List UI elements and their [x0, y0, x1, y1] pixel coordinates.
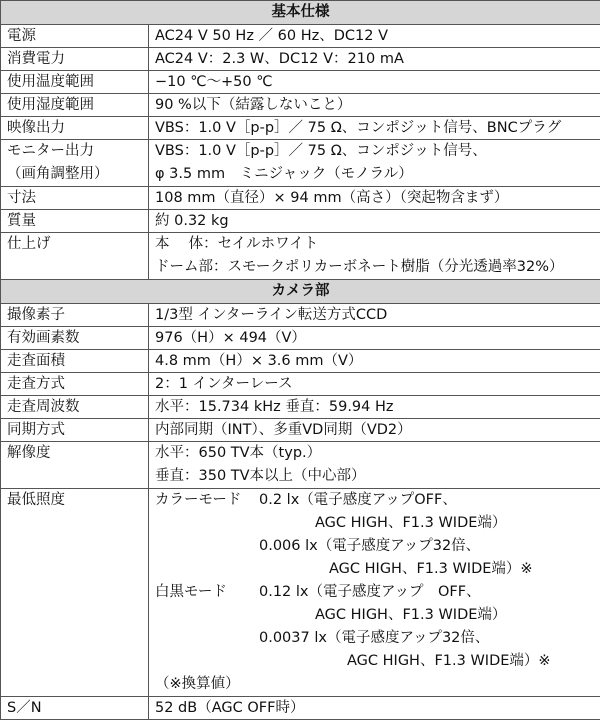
row-value: −10 ℃〜+50 ℃: [149, 71, 600, 94]
row-label: 有効画素数: [1, 327, 149, 350]
table-row: [1, 48, 600, 71]
row-value: 108 mm（直径）× 94 mm（高さ）（突起物含まず）: [149, 187, 600, 210]
section-title: カメラ部: [1, 280, 600, 304]
table-row: [1, 210, 600, 233]
row-value: [149, 140, 600, 187]
illum-color-line-1: [155, 489, 600, 512]
row-label: 電源: [1, 25, 149, 48]
finish-value-2: ドーム部：スモークポリカーボネート樹脂（分光透過率32%）: [155, 259, 564, 275]
monitor-value-2: φ 3.5 mm ミニジャック（モノラル）: [155, 166, 413, 182]
row-label: S／N: [1, 697, 149, 720]
bw-value-2b: AGC HIGH、F1.3 WIDE端）※: [347, 653, 551, 669]
monitor-label-2: （画角調整用）: [7, 166, 109, 182]
table-row: [1, 25, 600, 48]
illum-color-line-3: [155, 535, 600, 558]
table-row-illumination: [1, 489, 600, 697]
resolution-value-2: 垂直：350 TV本以上（中心部）: [155, 468, 366, 484]
row-value: 976（H）× 494（V）: [149, 327, 600, 350]
row-value: 水平：15.734 kHz 垂直：59.94 Hz: [149, 396, 600, 419]
row-label: 走査周波数: [1, 396, 149, 419]
table-row: [1, 327, 600, 350]
table-row-monitor: [1, 140, 600, 187]
row-value: 約 0.32 kg: [149, 210, 600, 233]
row-value: [149, 233, 600, 280]
section-title: 基本仕様: [1, 1, 600, 25]
table-row: [1, 94, 600, 117]
row-label: 寸法: [1, 187, 149, 210]
bw-mode-label: 白黒モード: [155, 584, 227, 600]
row-value: 4.8 mm（H）× 3.6 mm（V）: [149, 350, 600, 373]
color-mode-label: カラーモード: [155, 492, 242, 508]
color-value-2a: 0.006 lx（電子感度アップ32倍、: [259, 538, 481, 554]
table-row-resolution: [1, 442, 600, 489]
color-value-1a: 0.2 lx（電子感度アップOFF、: [259, 492, 457, 508]
monitor-value-1: VBS：1.0 V［p-p］／ 75 Ω、コンポジット信号、: [155, 143, 487, 159]
row-label: 使用湿度範囲: [1, 94, 149, 117]
color-value-1b: AGC HIGH、F1.3 WIDE端）: [315, 515, 507, 531]
table-row: [1, 419, 600, 442]
monitor-label-1: モニター出力: [7, 143, 94, 159]
row-value: AC24 V：2.3 W、DC12 V：210 mA: [149, 48, 600, 71]
table-row: [1, 71, 600, 94]
table-row: [1, 373, 600, 396]
row-label: 仕上げ: [1, 233, 149, 280]
row-value: 90 %以下（結露しないこと）: [149, 94, 600, 117]
row-label: 最低照度: [1, 489, 149, 697]
row-label: 走査面積: [1, 350, 149, 373]
row-value: 内部同期（INT）、多重VD同期（VD2）: [149, 419, 600, 442]
illum-bw-line-1: [155, 581, 600, 604]
row-label: 解像度: [1, 442, 149, 489]
resolution-value-1: 水平：650 TV本（typ.）: [155, 445, 322, 461]
table-row: [1, 396, 600, 419]
row-value: AC24 V 50 Hz ／ 60 Hz、DC12 V: [149, 25, 600, 48]
row-label: 撮像素子: [1, 304, 149, 327]
bw-value-2a: 0.0037 lx（電子感度アップ32倍、: [259, 630, 490, 646]
row-value: 1/3型 インターライン転送方式CCD: [149, 304, 600, 327]
table-row-finish: [1, 233, 600, 280]
row-label: 走査方式: [1, 373, 149, 396]
row-label: 同期方式: [1, 419, 149, 442]
section-header-camera: [1, 280, 600, 304]
row-value: [149, 489, 600, 697]
row-label: 映像出力: [1, 117, 149, 140]
illum-note: （※換算値）: [155, 676, 240, 692]
table-row: [1, 350, 600, 373]
row-label: 使用温度範囲: [1, 71, 149, 94]
row-value: VBS：1.0 V［p-p］／ 75 Ω、コンポジット信号、BNCプラグ: [149, 117, 600, 140]
finish-value-1: 本 体：セイルホワイト: [155, 236, 319, 252]
row-label: [1, 140, 149, 187]
bw-value-1a: 0.12 lx（電子感度アップ OFF、: [259, 584, 481, 600]
illum-bw-line-3: [155, 627, 600, 650]
table-row: [1, 117, 600, 140]
table-row: [1, 697, 600, 720]
color-value-2b: AGC HIGH、F1.3 WIDE端）※: [329, 561, 533, 577]
table-row: [1, 187, 600, 210]
row-label: 質量: [1, 210, 149, 233]
row-value: [149, 442, 600, 489]
section-header-basic: [1, 1, 600, 25]
table-row: [1, 304, 600, 327]
row-value: 52 dB（AGC OFF時）: [149, 697, 600, 720]
bw-value-1b: AGC HIGH、F1.3 WIDE端）: [315, 607, 507, 623]
row-value: 2：1 インターレース: [149, 373, 600, 396]
row-label: 消費電力: [1, 48, 149, 71]
